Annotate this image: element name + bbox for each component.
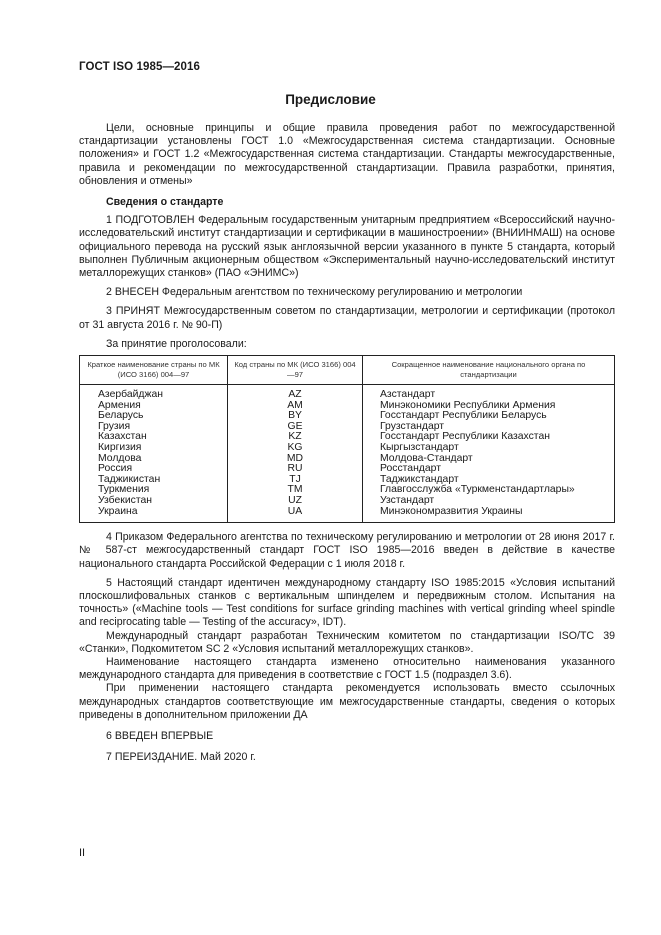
agency-cell: Таджикстандарт bbox=[363, 475, 615, 486]
table-row bbox=[80, 411, 615, 422]
country-cell: Армения bbox=[80, 401, 228, 412]
countries-table bbox=[79, 355, 615, 523]
item-6-paragraph: 6 ВВЕДЕН ВПЕРВЫЕ bbox=[106, 730, 214, 743]
code-cell: TJ bbox=[228, 475, 363, 486]
intro-paragraph: Цели, основные принципы и общие правила проведения работ по межгосударственной стандартизации установлены ГОСТ 1.0 «Межгосударственная система стандартизации. Основные положения» и ГОСТ 1.2 «Межгосударственная система стандартизации. Стандарты межгосударственные, правила и рекомендации по межгосударственной стандартизации. Правила разработки, принятия, обновления и отмены» bbox=[79, 122, 615, 187]
item-5-name-paragraph: Наименование настоящего стандарта изменено относительно наименования указанного международного стандарта для приведения в соответствие с ГОСТ 1.5 (подраздел 3.6). bbox=[79, 656, 615, 682]
agency-cell: Госстандарт Республики Казахстан bbox=[363, 432, 615, 443]
table-row bbox=[80, 454, 615, 465]
document-body bbox=[79, 122, 615, 770]
agency-cell: Росстандарт bbox=[363, 464, 615, 475]
country-cell: Украина bbox=[80, 507, 228, 523]
agency-cell: Молдова-Стандарт bbox=[363, 454, 615, 465]
agency-cell: Главгосслужба «Туркменстандартлары» bbox=[363, 485, 615, 496]
code-cell: BY bbox=[228, 411, 363, 422]
code-cell: TM bbox=[228, 485, 363, 496]
item-2-paragraph: 2 ВНЕСЕН Федеральным агентством по техническому регулированию и метрологии bbox=[106, 286, 523, 299]
country-cell: Киргизия bbox=[80, 443, 228, 454]
document-header: ГОСТ ISO 1985—2016 bbox=[79, 61, 201, 73]
table-row bbox=[80, 443, 615, 454]
code-cell: AZ bbox=[228, 385, 363, 401]
item-7-paragraph: 7 ПЕРЕИЗДАНИЕ. Май 2020 г. bbox=[106, 751, 256, 764]
table-header-country: Краткое наименование страны по МК (ИСО 3166) 004—97 bbox=[80, 356, 228, 385]
code-cell: KG bbox=[228, 443, 363, 454]
country-cell: Туркмения bbox=[80, 485, 228, 496]
table-header-code: Код страны по МК (ИСО 3166) 004—97 bbox=[228, 356, 363, 385]
table-header-row bbox=[80, 356, 615, 385]
code-cell: AM bbox=[228, 401, 363, 412]
item-1-paragraph: 1 ПОДГОТОВЛЕН Федеральным государственным унитарным предприятием «Всероссийский научно-исследовательский институт стандартизации и сертификации в машиностроении» (ВНИИНМАШ) на основе официального перевода на русский язык англоязычной версии указанного в пункте 5 стандарта, который выполнен Публичным акционерным обществом «Экспериментальный научно-исследовательский институт металлорежущих станков» (ПАО «ЭНИМС») bbox=[79, 214, 615, 280]
item-5-committee-paragraph: Международный стандарт разработан Техническим комитетом по стандартизации ISO/TC 39 «Станки», Подкомитетом SC 2 «Условия испытаний металлорежущих станков». bbox=[79, 629, 615, 655]
country-cell: Казахстан bbox=[80, 432, 228, 443]
section-subheading: Сведения о стандарте bbox=[106, 196, 224, 209]
agency-cell: Азстандарт bbox=[363, 385, 615, 401]
table-row bbox=[80, 432, 615, 443]
item-5-paragraph: 5 Настоящий стандарт идентичен международному стандарту ISO 1985:2015 «Условия испытаний плоскошлифовальных станков с вертикальным шпинделем и передвижным столом. Испытания на точность» («Machine tools — Test conditions for surface grinding machines with vertical grinding wheel spindle and reciprocating table — Testing of the accuracy», IDT). bbox=[79, 576, 615, 629]
item-5-references-paragraph: При применении настоящего стандарта рекомендуется использовать вместо ссылочных международных стандартов соответствующие им межгосударственные стандарты, сведения о которых приведены в дополнительном приложении ДА bbox=[79, 682, 615, 721]
page-title: Предисловие bbox=[285, 92, 376, 107]
table-row bbox=[80, 496, 615, 507]
code-cell: KZ bbox=[228, 432, 363, 443]
code-cell: UA bbox=[228, 507, 363, 523]
table-header-body: Сокращенное наименование национального органа по стандартизации bbox=[363, 356, 615, 385]
country-cell: Таджикистан bbox=[80, 475, 228, 486]
country-cell: Грузия bbox=[80, 422, 228, 433]
agency-cell: Грузстандарт bbox=[363, 422, 615, 433]
code-cell: RU bbox=[228, 464, 363, 475]
item-4-paragraph: 4 Приказом Федерального агентства по техническому регулированию и метрологии от 28 июня 2017 г. № 587-ст межгосударственный стандарт ГОСТ ISO 1985—2016 введен в действие в качестве национального стандарта Российской Федерации с 1 июля 2018 г. bbox=[79, 531, 615, 570]
table-row bbox=[80, 485, 615, 496]
code-cell: GE bbox=[228, 422, 363, 433]
agency-cell: Минэкономразвития Украины bbox=[363, 507, 615, 523]
table-row bbox=[80, 507, 615, 523]
page-number: II bbox=[79, 847, 86, 859]
country-cell: Беларусь bbox=[80, 411, 228, 422]
code-cell: UZ bbox=[228, 496, 363, 507]
table-row bbox=[80, 385, 615, 401]
country-cell: Россия bbox=[80, 464, 228, 475]
country-cell: Азербайджан bbox=[80, 385, 228, 401]
country-cell: Узбекистан bbox=[80, 496, 228, 507]
code-cell: MD bbox=[228, 454, 363, 465]
agency-cell: Кыргызстандарт bbox=[363, 443, 615, 454]
agency-cell: Узстандарт bbox=[363, 496, 615, 507]
agency-cell: Минэкономики Республики Армения bbox=[363, 401, 615, 412]
voted-label: За принятие проголосовали: bbox=[106, 337, 247, 350]
country-cell: Молдова bbox=[80, 454, 228, 465]
agency-cell: Госстандарт Республики Беларусь bbox=[363, 411, 615, 422]
table-body bbox=[80, 385, 615, 523]
item-3-paragraph: 3 ПРИНЯТ Межгосударственным советом по стандартизации, метрологии и сертификации (протокол от 31 августа 2016 г. № 90-П) bbox=[79, 305, 615, 331]
